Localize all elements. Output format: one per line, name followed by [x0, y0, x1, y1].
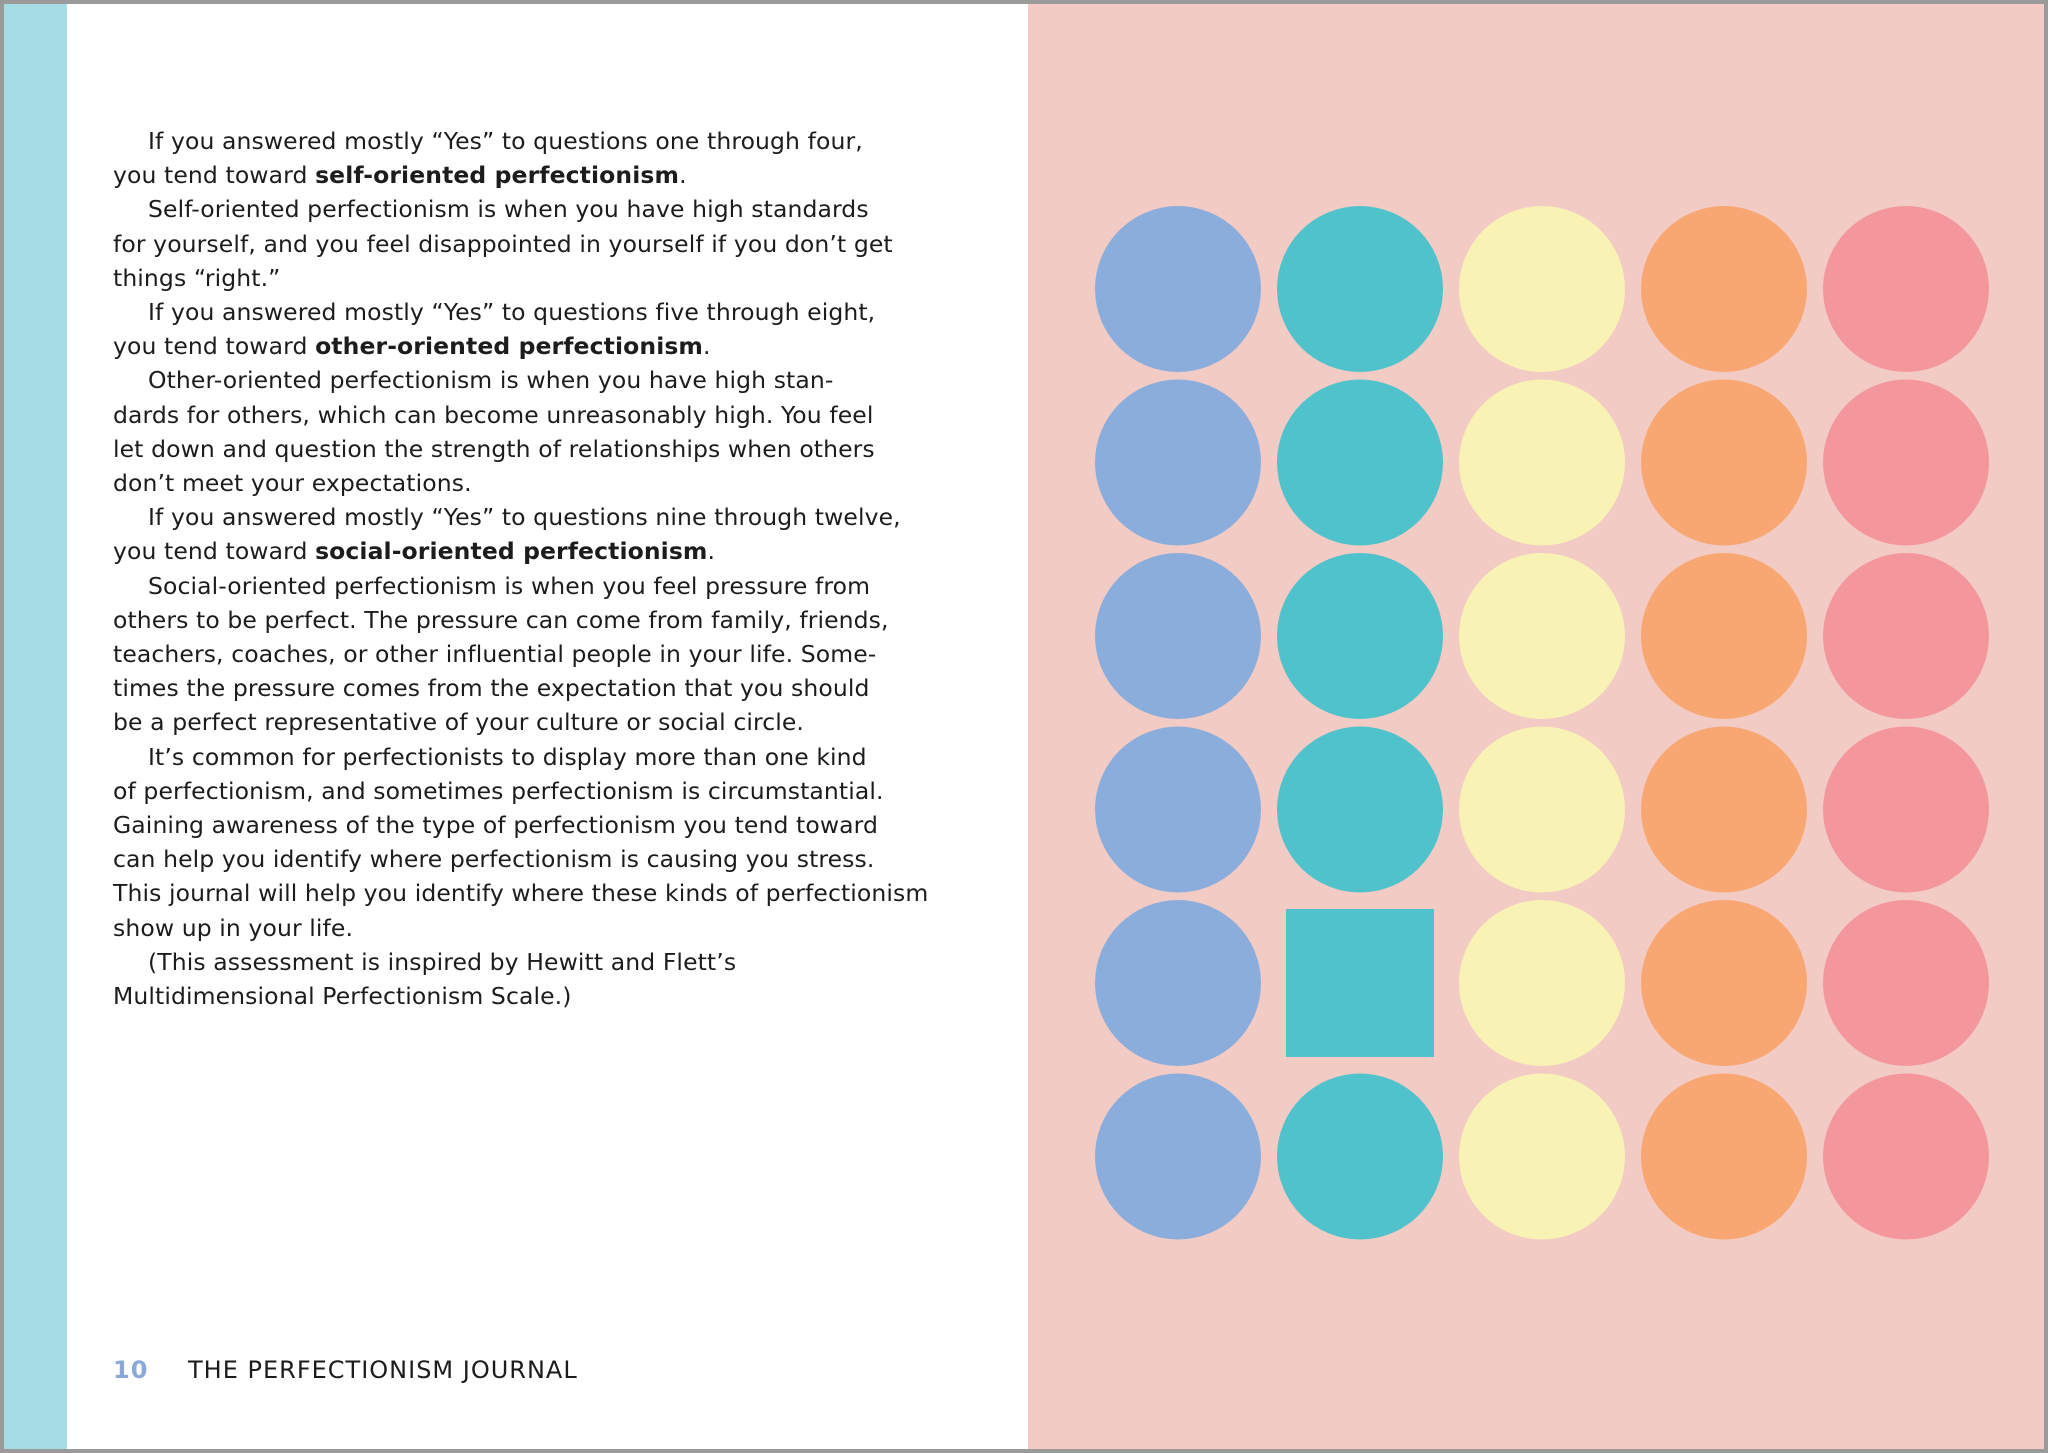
- circle-dot-r1-c1: [1095, 206, 1261, 372]
- square-shape-r5-c2: [1286, 909, 1434, 1057]
- circle-dot-r3-c2: [1277, 553, 1443, 719]
- circle-dot-r4-c2: [1277, 727, 1443, 893]
- circle-dot-r3-c5: [1823, 553, 1989, 719]
- paragraph-7: It’s common for perfectionists to display more than one kind of perfectionism, and sometimes perfectionism is circumstantial. Gaining awareness of the type of perfectionism you tend toward can help you identify where perfectionism is causing you stress. This journal will help you identify where these kinds of perfectionism show up in your life.: [113, 742, 929, 942]
- circle-dot-r5-c3: [1459, 900, 1625, 1066]
- term-other-oriented: other-oriented perfectionism: [315, 332, 704, 361]
- circle-dot-r6-c4: [1641, 1074, 1807, 1240]
- page-footer: [113, 1356, 578, 1384]
- circle-dot-r1-c3: [1459, 206, 1625, 372]
- term-social-oriented: social-oriented perfectionism: [315, 537, 708, 566]
- circle-dot-r2-c4: [1641, 380, 1807, 546]
- circle-dot-r3-c1: [1095, 553, 1261, 719]
- circle-dot-r5-c4: [1641, 900, 1807, 1066]
- right-page-illustration: [1028, 4, 2048, 1449]
- circle-dot-r4-c4: [1641, 727, 1807, 893]
- circle-dot-r6-c1: [1095, 1074, 1261, 1240]
- circle-dot-r2-c1: [1095, 380, 1261, 546]
- circle-dot-r6-c3: [1459, 1074, 1625, 1240]
- body-text: [113, 124, 973, 1013]
- paragraph-1: If you answered mostly “Yes” to questions one through four, you tend toward self-oriented perfectionism.: [113, 127, 863, 190]
- circle-dot-r5-c1: [1095, 900, 1261, 1066]
- circle-dot-r6-c2: [1277, 1074, 1443, 1240]
- paragraph-8: (This assessment is inspired by Hewitt and Flett’s Multidimensional Perfectionism Scale.): [113, 947, 737, 1011]
- paragraph-5: If you answered mostly “Yes” to questions nine through twelve, you tend toward social-oriented perfectionism.: [113, 503, 901, 566]
- left-page: [67, 4, 1028, 1449]
- circle-dot-r3-c4: [1641, 553, 1807, 719]
- dot-grid: [1028, 4, 2048, 1453]
- left-color-stripe: [4, 4, 67, 1449]
- term-self-oriented: self-oriented perfectionism: [315, 161, 680, 190]
- circle-dot-r1-c4: [1641, 206, 1807, 372]
- circle-dot-r2-c5: [1823, 380, 1989, 546]
- circle-dot-r2-c3: [1459, 380, 1625, 546]
- circle-dot-r3-c3: [1459, 553, 1625, 719]
- circle-dot-r6-c5: [1823, 1074, 1989, 1240]
- paragraph-2: Self-oriented perfectionism is when you have high standards for yourself, and you feel disappointed in yourself if you don’t get things “right.”: [113, 195, 893, 292]
- circle-dot-r5-c5: [1823, 900, 1989, 1066]
- circle-dot-r2-c2: [1277, 380, 1443, 546]
- circle-dot-r4-c1: [1095, 727, 1261, 893]
- paragraph-6: Social-oriented perfectionism is when you feel pressure from others to be perfect. The pressure can come from family, friends, teachers, coaches, or other influential people in your life. Some- times the pressure comes from the expectation that you should be a perfect representative of your culture or social circle.: [113, 571, 889, 737]
- circle-dot-r1-c2: [1277, 206, 1443, 372]
- circle-dot-r4-c3: [1459, 727, 1625, 893]
- paragraph-4: Other-oriented perfectionism is when you have high stan- dards for others, which can become unreasonably high. You feel let down and question the strength of relationships when others don’t meet your expectations.: [113, 366, 875, 498]
- paragraph-3: If you answered mostly “Yes” to questions five through eight, you tend toward other-oriented perfectionism.: [113, 298, 876, 361]
- circle-dot-r1-c5: [1823, 206, 1989, 372]
- circle-dot-r4-c5: [1823, 727, 1989, 893]
- page-number: 10: [113, 1356, 149, 1384]
- running-title: THE PERFECTIONISM JOURNAL: [188, 1356, 578, 1384]
